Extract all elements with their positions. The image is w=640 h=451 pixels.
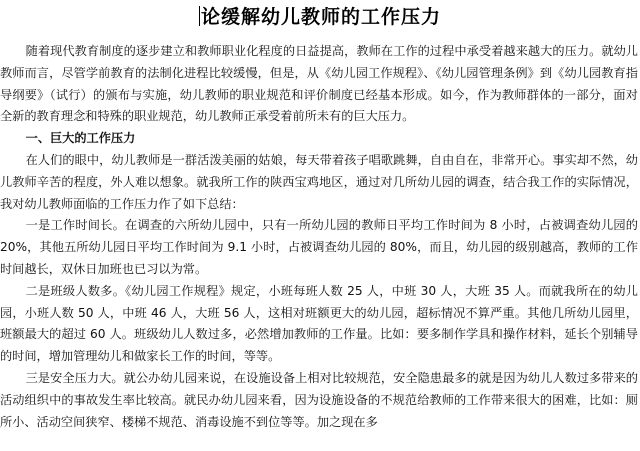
document-body [0,41,640,433]
section-paragraph-1: 在人们的眼中，幼儿教师是一群活泼美丽的姑娘，每天带着孩子唱歌跳舞，自由自在，非常开心。事实却不然，幼儿教师辛苦的程度，外人难以想象。就我所工作的陕西宝鸡地区，通过对几所幼儿园的调查，结合我工作的实际情况，我对幼儿教师面临的工作压力作了如下总结： [0,152,638,211]
section-paragraph-4: 三是安全压力大。就公办幼儿园来说，在设施设备上相对比较规范，安全隐患最多的就是因为幼儿人数过多带来的活动组织中的事故发生率比较高。就民办幼儿园来看，因为设施设备的不规范给教师的工作带来很大的困难，比如：厕所小、活动空间狭窄、楼梯不规范、消毒设施不到位等等。加之现在多 [0,370,638,429]
intro-paragraph: 随着现代教育制度的逐步建立和教师职业化程度的日益提高，教师在工作的过程中承受着越来越大的压力。就幼儿教师而言，尽管学前教育的法制化进程比较缓慢，但是，从《幼儿园工作规程》、《幼儿园管理条例》到《幼儿园教育指导纲要》（试行）的颁布与实施，幼儿教师的职业规范和评价制度已经基本形成。如今，作为教师群体的一部分，面对全新的教育理念和特殊的职业规范，幼儿教师正承受着前所未有的巨大压力。 [0,44,638,124]
section-heading: 一、巨大的工作压力 [25,131,136,146]
document-title [0,4,640,30]
section-paragraph-2: 一是工作时间长。在调查的六所幼儿园中，只有一所幼儿园的教师日平均工作时间为 8 小时，占被调查幼儿园的 20%，其他五所幼儿园日平均工作时间为 9.1 小时，占被调查幼儿园的 80%，而且，幼儿园的级别越高，教师的工作时间越长，双休日加班也已习以为常。 [0,218,638,276]
section-paragraph-3: 二是班级人数多。《幼儿园工作规程》规定，小班每班人数 25 人，中班 30 人，大班 35 人。而就我所在的幼儿园，小班人数 50 人，中班 46 人，大班 56 人，这相对班额更大的幼儿园，超标情况不算严重。其他几所幼儿园里，班额最大的超过 60 人。班级幼儿人数过多，必然增加教师的工作量。比如：要多制作学具和操作材料，延长个别辅导的时间，增加管理幼儿和做家长工作的时间，等等。 [0,283,638,364]
text-cursor [199,6,200,26]
document-title-text: 论缓解幼儿教师的工作压力 [200,6,441,28]
